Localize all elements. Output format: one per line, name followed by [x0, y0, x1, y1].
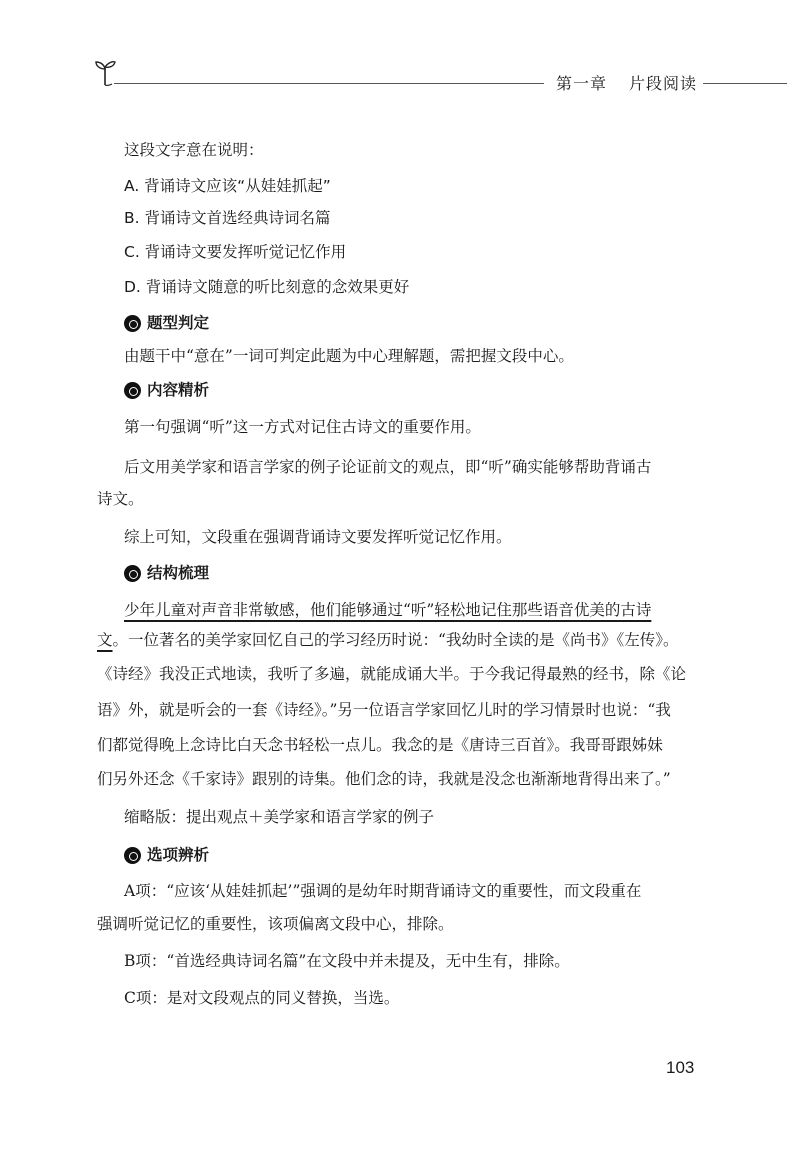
option-analysis-icon [124, 847, 141, 864]
content-analysis-p3: 综上可知，文段重在强调背诵诗文要发挥听觉记忆作用。 [124, 528, 512, 546]
page-number: 103 [666, 1058, 695, 1077]
structure-line6: 们另外还念《千家诗》跟别的诗集。他们念的诗，我就是没念也渐渐地背得出来了。” [97, 770, 671, 788]
option-analysis-a-line1: A项：“应该‘从娃娃抓起’”强调的是幼年时期背诵诗文的重要性，而文段重在 [124, 882, 642, 900]
structure-summary: 缩略版：提出观点＋美学家和语言学家的例子 [124, 808, 435, 826]
option-a: A. 背诵诗文应该“从娃娃抓起” [124, 177, 331, 195]
header-rule-right [703, 83, 787, 84]
type-judgement-heading: 题型判定 [124, 313, 209, 333]
content-analysis-heading: 内容精析 [124, 380, 209, 400]
section-label: 片段阅读 [629, 74, 698, 93]
structure-heading: 结构梳理 [124, 563, 209, 583]
option-analysis-b: B项：“首选经典诗词名篇”在文段中并未提及，无中生有，排除。 [124, 952, 570, 970]
structure-icon [124, 565, 141, 582]
option-d: D. 背诵诗文随意的听比刻意的念效果更好 [124, 278, 410, 296]
header-rule-left [114, 83, 544, 84]
structure-line2-underlined: 文 [97, 631, 113, 649]
content-analysis-p1: 第一句强调“听”这一方式对记住古诗文的重要作用。 [124, 418, 481, 436]
option-c: C. 背诵诗文要发挥听觉记忆作用 [124, 243, 347, 261]
structure-line3: 《诗经》我没正式地读，我听了多遍，就能成诵大半。于今我记得最熟的经书，除《论 [97, 665, 687, 683]
option-analysis-heading: 选项辨析 [124, 845, 209, 865]
structure-line2-rest: 。一位著名的美学家回忆自己的学习经历时说：“我幼时全读的是《尚书》《左传》。 [112, 631, 679, 649]
structure-line5: 们都觉得晚上念诗比白天念书轻松一点儿。我念的是《唐诗三百首》。我哥哥跟姊妹 [97, 736, 663, 754]
option-analysis-c: C项：是对文段观点的同义替换，当选。 [124, 989, 400, 1007]
structure-line2 [97, 630, 678, 650]
content-analysis-p2-line2: 诗文。 [97, 490, 144, 508]
option-b: B. 背诵诗文首选经典诗词名篇 [124, 209, 331, 227]
content-analysis-p2-line1: 后文用美学家和语言学家的例子论证前文的观点，即“听”确实能够帮助背诵古 [124, 458, 652, 476]
structure-line1: 少年儿童对声音非常敏感，他们能够通过“听”轻松地记住那些语音优美的古诗 [124, 601, 652, 619]
option-analysis-a-line2: 强调听觉记忆的重要性，该项偏离文段中心，排除。 [97, 915, 454, 933]
chapter-label: 第一章 [556, 74, 608, 93]
type-judgement-icon [124, 315, 141, 332]
question-stem: 这段文字意在说明： [124, 141, 264, 159]
content-analysis-icon [124, 382, 141, 399]
running-header [556, 71, 697, 94]
type-judgement-text: 由题干中“意在”一词可判定此题为中心理解题，需把握文段中心。 [124, 347, 574, 365]
structure-line4: 语》外，就是听会的一套《诗经》。”另一位语言学家回忆儿时的学习情景时也说：“我 [97, 701, 671, 719]
